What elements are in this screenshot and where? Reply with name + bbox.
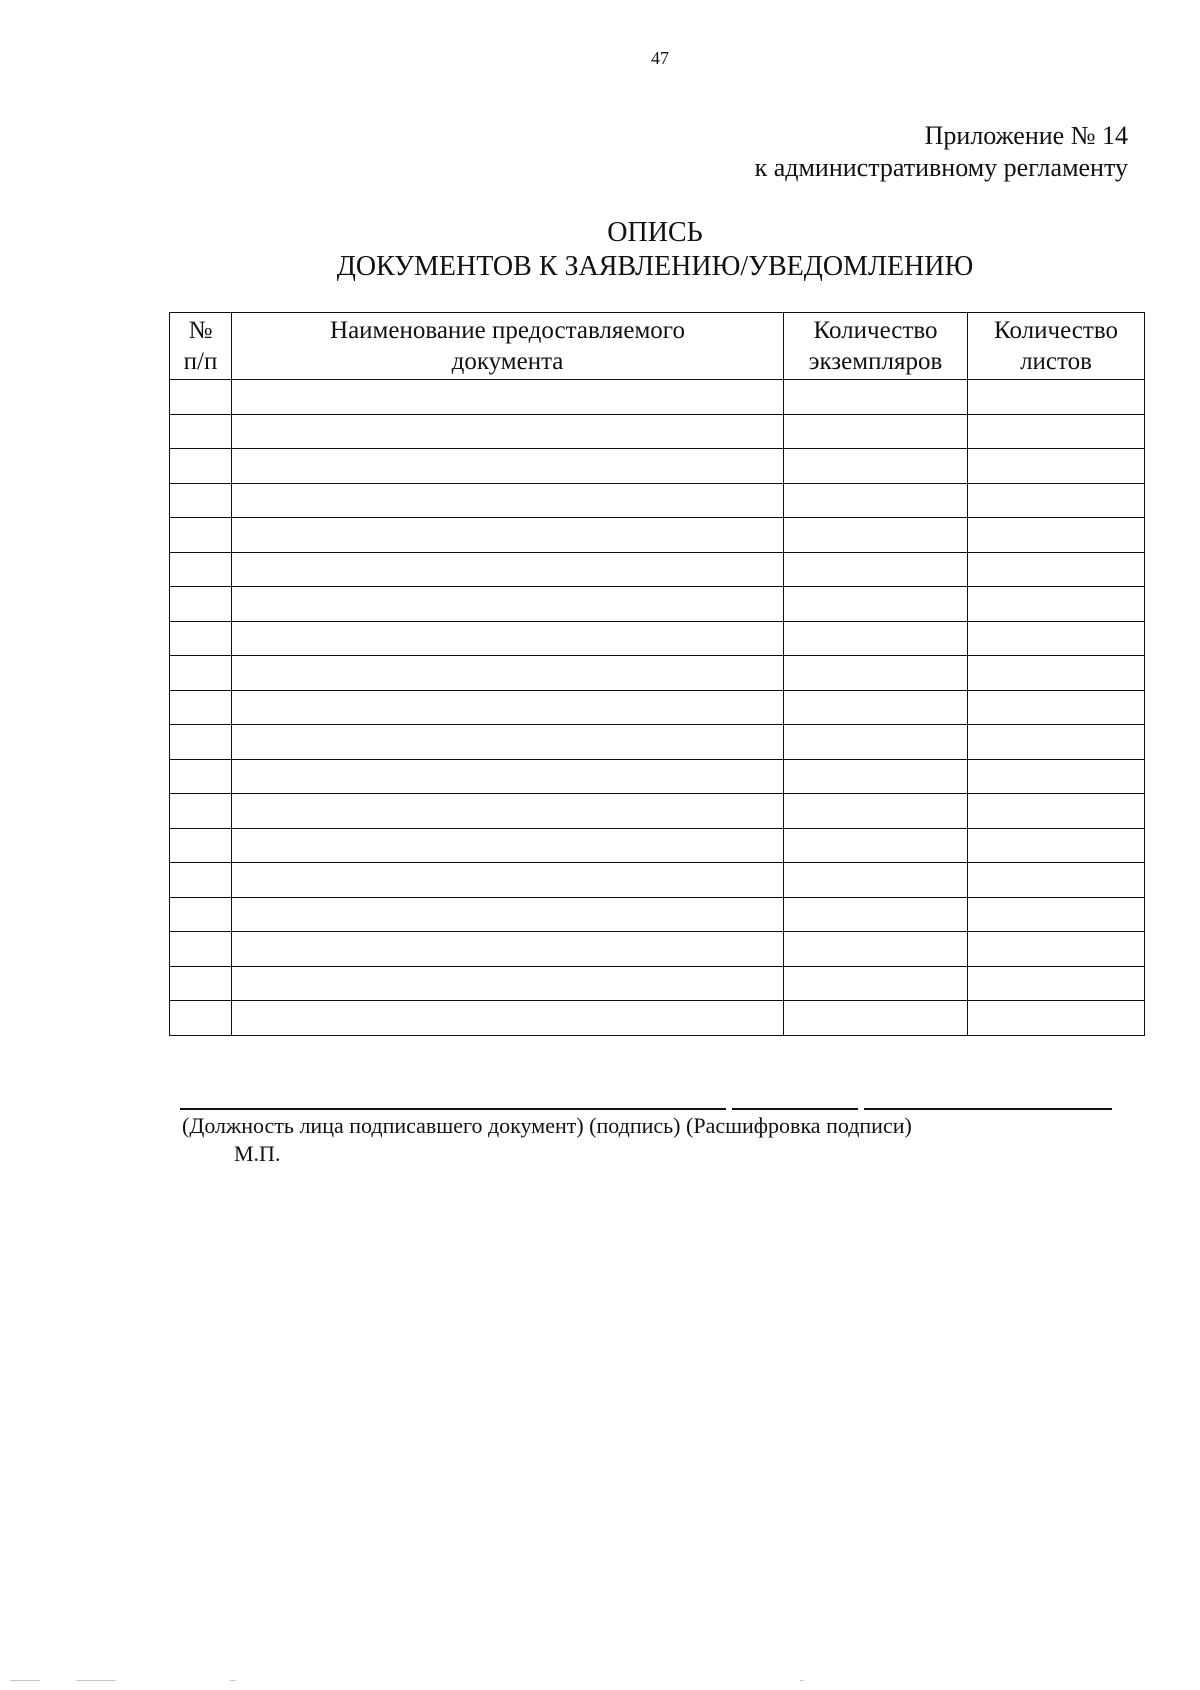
table-cell[interactable] [784,587,968,622]
table-cell[interactable] [784,932,968,967]
table-cell[interactable] [170,794,232,829]
column-header-line: листов [1020,348,1092,375]
column-header-line: Количество [813,317,938,344]
table-cell[interactable] [170,656,232,691]
table-cell[interactable] [968,897,1145,932]
table-cell[interactable] [968,518,1145,553]
table-cell[interactable] [170,621,232,656]
column-header-line: документа [451,348,564,375]
table-row [170,518,1145,553]
table-cell[interactable] [170,725,232,760]
table-cell[interactable] [170,966,232,1001]
table-cell[interactable] [232,794,784,829]
table-cell[interactable] [232,552,784,587]
table-row [170,552,1145,587]
table-row [170,863,1145,898]
table-row [170,483,1145,518]
table-cell[interactable] [968,932,1145,967]
position-signature-line [180,1108,726,1110]
signature-caption: (Должность лица подписавшего документ) (подпись) (Расшифровка подписи) [182,1113,912,1138]
column-header-line: № [188,317,213,344]
table-cell[interactable] [784,621,968,656]
stamp-place-label: М.П. [234,1141,281,1166]
table-cell[interactable] [784,656,968,691]
table-cell[interactable] [968,828,1145,863]
table-cell[interactable] [968,414,1145,449]
table-cell[interactable] [784,897,968,932]
table-cell[interactable] [232,414,784,449]
table-cell[interactable] [968,725,1145,760]
table-cell[interactable] [784,690,968,725]
table-cell[interactable] [170,552,232,587]
table-header-row [170,313,1145,380]
signature-line [732,1108,858,1110]
signature-lines [180,1108,1112,1110]
table-cell[interactable] [170,414,232,449]
table-cell[interactable] [968,587,1145,622]
table-row [170,690,1145,725]
table-cell[interactable] [232,690,784,725]
table-cell[interactable] [968,552,1145,587]
table-cell[interactable] [232,449,784,484]
table-cell[interactable] [784,759,968,794]
table-row [170,897,1145,932]
appendix-number: Приложение № 14 [924,121,1128,150]
appendix-header [755,120,1128,184]
column-header-line: экземпляров [808,348,943,375]
table-cell[interactable] [232,863,784,898]
table-row [170,828,1145,863]
table-row [170,759,1145,794]
table-cell[interactable] [232,621,784,656]
table-row [170,587,1145,622]
table-row [170,656,1145,691]
table-cell[interactable] [968,794,1145,829]
table-cell[interactable] [968,449,1145,484]
table-cell[interactable] [232,725,784,760]
column-header-line: п/п [183,348,218,375]
table-cell[interactable] [784,449,968,484]
table-cell[interactable] [232,587,784,622]
table-cell[interactable] [170,449,232,484]
table-cell[interactable] [232,897,784,932]
table-row [170,794,1145,829]
column-header-line: Количество [994,317,1118,344]
scan-edge-artifact [0,1680,1200,1682]
table-cell[interactable] [170,483,232,518]
table-cell[interactable] [232,966,784,1001]
table-cell[interactable] [232,483,784,518]
table-cell[interactable] [232,518,784,553]
table-cell[interactable] [968,621,1145,656]
table-cell[interactable] [784,828,968,863]
table-cell[interactable] [784,380,968,415]
table-cell[interactable] [784,794,968,829]
column-header-copies-count [784,313,968,380]
appendix-reference: к административному регламенту [754,153,1128,182]
table-cell[interactable] [784,483,968,518]
table-cell[interactable] [232,932,784,967]
column-header-sheets-count [968,313,1145,380]
table-row [170,966,1145,1001]
title-line-1: ОПИСЬ [607,217,703,248]
table-cell[interactable] [784,414,968,449]
table-cell[interactable] [968,863,1145,898]
table-cell[interactable] [968,690,1145,725]
table-cell[interactable] [968,380,1145,415]
page-number: 47 [651,48,669,68]
table-cell[interactable] [968,966,1145,1001]
table-row [170,414,1145,449]
column-header-document-name [232,313,784,380]
table-cell[interactable] [784,518,968,553]
table-row [170,725,1145,760]
table-cell[interactable] [784,1001,968,1036]
table-cell[interactable] [170,587,232,622]
table-cell[interactable] [968,1001,1145,1036]
table-cell[interactable] [232,380,784,415]
table-cell[interactable] [784,725,968,760]
table-cell[interactable] [784,552,968,587]
documents-inventory-table [169,312,1145,1036]
table-row [170,380,1145,415]
signature-transcript-line [864,1108,1112,1110]
table-cell[interactable] [968,483,1145,518]
table-cell[interactable] [170,863,232,898]
table-cell[interactable] [232,759,784,794]
table-row [170,932,1145,967]
table-cell[interactable] [170,828,232,863]
table-row [170,1001,1145,1036]
table-cell[interactable] [968,656,1145,691]
table-row [170,621,1145,656]
table-cell[interactable] [784,966,968,1001]
document-title [170,216,1140,284]
table-row [170,449,1145,484]
column-header-number [170,313,232,380]
table-cell[interactable] [232,656,784,691]
table-cell[interactable] [170,759,232,794]
table-cell[interactable] [170,518,232,553]
table-cell[interactable] [784,863,968,898]
table-cell[interactable] [170,897,232,932]
table-cell[interactable] [170,690,232,725]
column-header-line: Наименование предоставляемого [330,317,685,344]
table-cell[interactable] [170,932,232,967]
table-body [170,380,1145,1036]
table-cell[interactable] [170,380,232,415]
table-cell[interactable] [232,1001,784,1036]
table-cell[interactable] [968,759,1145,794]
table-cell[interactable] [232,828,784,863]
title-line-2: ДОКУМЕНТОВ К ЗАЯВЛЕНИЮ/УВЕДОМЛЕНИЮ [336,251,974,282]
table-cell[interactable] [170,1001,232,1036]
